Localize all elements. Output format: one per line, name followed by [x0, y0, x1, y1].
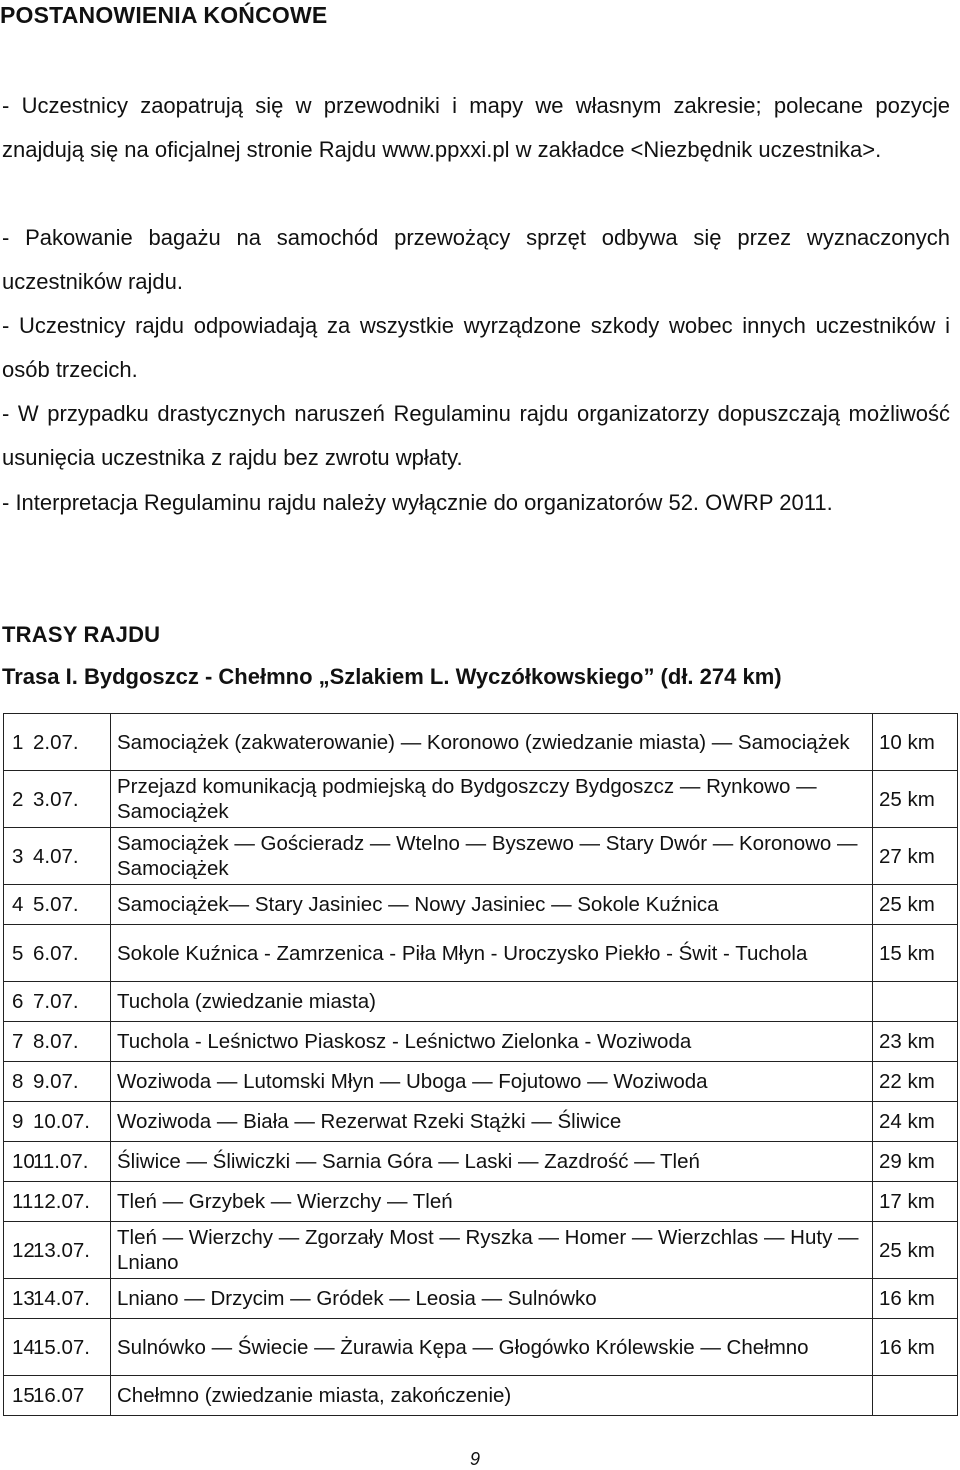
stage-date: 5.07. — [29, 885, 111, 925]
stage-number: 6 — [4, 982, 30, 1022]
stage-distance: 15 km — [873, 925, 958, 982]
stage-date: 6.07. — [29, 925, 111, 982]
table-row — [4, 828, 958, 885]
stage-distance: 25 km — [873, 1222, 958, 1279]
stage-distance: 16 km — [873, 1279, 958, 1319]
table-row — [4, 1222, 958, 1279]
stage-distance: 23 km — [873, 1022, 958, 1062]
stage-date: 4.07. — [29, 828, 111, 885]
table-row — [4, 1182, 958, 1222]
stage-number: 9 — [4, 1102, 30, 1142]
stage-date: 8.07. — [29, 1022, 111, 1062]
stage-date: 2.07. — [29, 714, 111, 771]
stage-number: 5 — [4, 925, 30, 982]
stage-route: Chełmno (zwiedzanie miasta, zakończenie) — [111, 1376, 873, 1416]
stage-distance: 25 km — [873, 771, 958, 828]
stage-number: 7 — [4, 1022, 30, 1062]
stage-route: Samociążek (zakwaterowanie) — Koronowo (zwiedzanie miasta) — Samociążek — [111, 714, 873, 771]
stage-date: 10.07. — [29, 1102, 111, 1142]
stage-number: 13 — [4, 1279, 30, 1319]
section-title: POSTANOWIENIA KOŃCOWE — [0, 2, 328, 28]
table-row — [4, 982, 958, 1022]
table-row — [4, 714, 958, 771]
table-row — [4, 925, 958, 982]
stage-distance: 10 km — [873, 714, 958, 771]
stage-route: Lniano — Drzycim — Gródek — Leosia — Sulnówko — [111, 1279, 873, 1319]
stage-route: Sulnówko — Świecie — Żurawia Kępa — Głogówko Królewskie — Chełmno — [111, 1319, 873, 1376]
stage-date: 13.07. — [29, 1222, 111, 1279]
table-row — [4, 1102, 958, 1142]
stage-route: Sokole Kuźnica - Zamrzenica - Piła Młyn - Uroczysko Piekło - Świt - Tuchola — [111, 925, 873, 982]
stage-route: Samociążek — Gościeradz — Wtelno — Byszewo — Stary Dwór — Koronowo — Samociążek — [111, 828, 873, 885]
stage-distance: 17 km — [873, 1182, 958, 1222]
paragraph-removal: - W przypadku drastycznych naruszeń Regulaminu rajdu organizatorzy dopuszczają możliwość usunięcia uczestnika z rajdu bez zwrotu wpłaty. — [2, 401, 950, 470]
stage-date: 16.07 — [29, 1376, 111, 1416]
table-row — [4, 1142, 958, 1182]
stage-date: 3.07. — [29, 771, 111, 828]
stage-route: Woziwoda — Biała — Rezerwat Rzeki Stążki — Śliwice — [111, 1102, 873, 1142]
table-row — [4, 771, 958, 828]
stage-route: Przejazd komunikacją podmiejską do Bydgoszczy Bydgoszcz — Rynkowo — Samociążek — [111, 771, 873, 828]
stage-date: 15.07. — [29, 1319, 111, 1376]
stage-distance: 29 km — [873, 1142, 958, 1182]
stage-number: 15 — [4, 1376, 30, 1416]
paragraph-interpretation: - Interpretacja Regulaminu rajdu należy wyłącznie do organizatorów 52. OWRP 2011. — [2, 490, 833, 515]
stage-distance: 27 km — [873, 828, 958, 885]
stage-number: 8 — [4, 1062, 30, 1102]
stage-number: 14 — [4, 1319, 30, 1376]
paragraph-luggage: - Pakowanie bagażu na samochód przewożący sprzęt odbywa się przez wyznaczonych uczestników rajdu. — [2, 225, 950, 294]
paragraph-guides: - Uczestnicy zaopatrują się w przewodniki i mapy we własnym zakresie; polecane pozycje znajdują się na oficjalnej stronie Rajdu www.ppxxi.pl w zakładce <Niezbędnik uczestnika>. — [2, 93, 950, 162]
stage-number: 10 — [4, 1142, 30, 1182]
stage-number: 12 — [4, 1222, 30, 1279]
stage-date: 7.07. — [29, 982, 111, 1022]
route-heading: Trasa I. Bydgoszcz - Chełmno „Szlakiem L. Wyczółkowskiego” (dł. 274 km) — [2, 664, 782, 689]
stage-distance: 16 km — [873, 1319, 958, 1376]
stage-number: 1 — [4, 714, 30, 771]
stage-number: 4 — [4, 885, 30, 925]
table-row — [4, 1319, 958, 1376]
stage-date: 14.07. — [29, 1279, 111, 1319]
stage-distance — [873, 1376, 958, 1416]
stage-route: Tuchola (zwiedzanie miasta) — [111, 982, 873, 1022]
table-row — [4, 885, 958, 925]
paragraph-liability: - Uczestnicy rajdu odpowiadają za wszystkie wyrządzone szkody wobec innych uczestników i osób trzecich. — [2, 313, 950, 382]
stage-date: 12.07. — [29, 1182, 111, 1222]
stage-distance: 24 km — [873, 1102, 958, 1142]
table-row — [4, 1279, 958, 1319]
stage-route: Samociążek— Stary Jasiniec — Nowy Jasiniec — Sokole Kuźnica — [111, 885, 873, 925]
table-row — [4, 1062, 958, 1102]
routes-table — [3, 713, 958, 1416]
stage-route: Woziwoda — Lutomski Młyn — Uboga — Fojutowo — Woziwoda — [111, 1062, 873, 1102]
stage-date: 11.07. — [29, 1142, 111, 1182]
stage-date: 9.07. — [29, 1062, 111, 1102]
stage-route: Tleń — Wierzchy — Zgorzały Most — Ryszka — Homer — Wierzchlas — Huty — Lniano — [111, 1222, 873, 1279]
table-row — [4, 1376, 958, 1416]
stage-route: Śliwice — Śliwiczki — Sarnia Góra — Laski — Zazdrość — Tleń — [111, 1142, 873, 1182]
stage-distance: 22 km — [873, 1062, 958, 1102]
stage-number: 11 — [4, 1182, 30, 1222]
stage-route: Tuchola - Leśnictwo Piaskosz - Leśnictwo Zielonka - Woziwoda — [111, 1022, 873, 1062]
stage-distance — [873, 982, 958, 1022]
stage-number: 3 — [4, 828, 30, 885]
routes-title: TRASY RAJDU — [2, 622, 161, 647]
page-number: 9 — [470, 1449, 481, 1469]
stage-route: Tleń — Grzybek — Wierzchy — Tleń — [111, 1182, 873, 1222]
table-row — [4, 1022, 958, 1062]
stage-distance: 25 km — [873, 885, 958, 925]
stage-number: 2 — [4, 771, 30, 828]
